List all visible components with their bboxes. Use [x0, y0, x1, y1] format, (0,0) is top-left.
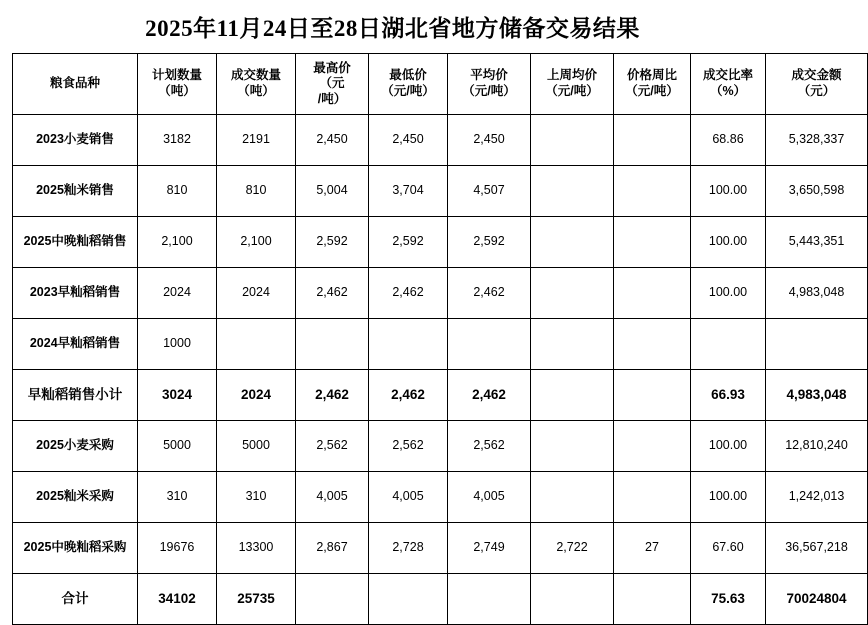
trade-results-table — [12, 53, 868, 625]
cell-lowest-price — [369, 574, 448, 625]
cell-trade-ratio: 75.63 — [691, 574, 766, 625]
cell-planned-qty: 1000 — [138, 319, 217, 370]
cell-weekly-change — [614, 268, 691, 319]
cell-planned-qty: 3024 — [138, 370, 217, 421]
cell-lowest-price: 2,462 — [369, 268, 448, 319]
cell-planned-qty: 810 — [138, 166, 217, 217]
table-row — [13, 472, 868, 523]
cell-weekly-change — [614, 319, 691, 370]
cell-lowest-price: 4,005 — [369, 472, 448, 523]
cell-planned-qty: 19676 — [138, 523, 217, 574]
cell-traded-qty: 2024 — [217, 268, 296, 319]
cell-trade-amount: 36,567,218 — [766, 523, 868, 574]
cell-grain-type: 2024早籼稻销售 — [13, 319, 138, 370]
column-header-trade-amount — [766, 54, 868, 115]
table-row-subtotal — [13, 370, 868, 421]
table-row — [13, 421, 868, 472]
cell-highest-price: 2,592 — [296, 217, 369, 268]
cell-traded-qty: 2191 — [217, 115, 296, 166]
cell-trade-ratio: 100.00 — [691, 166, 766, 217]
column-header-lowest-price — [369, 54, 448, 115]
cell-planned-qty: 5000 — [138, 421, 217, 472]
column-header-highest-price-line1: 最高价 — [313, 60, 351, 75]
cell-lowest-price: 3,704 — [369, 166, 448, 217]
cell-trade-ratio: 100.00 — [691, 217, 766, 268]
cell-trade-amount: 5,328,337 — [766, 115, 868, 166]
cell-average-price: 2,462 — [448, 370, 531, 421]
cell-weekly-change — [614, 166, 691, 217]
cell-trade-amount — [766, 319, 868, 370]
column-header-trade-ratio-line2: （%） — [709, 84, 747, 98]
column-header-average-price — [448, 54, 531, 115]
cell-traded-qty: 25735 — [217, 574, 296, 625]
column-header-traded-qty-line2: （吨） — [237, 84, 275, 98]
cell-grain-type: 2025中晚籼稻采购 — [13, 523, 138, 574]
page-title: 2025年11月24日至28日湖北省地方储备交易结果 — [145, 16, 640, 41]
column-header-last-week-price-line2: （元/吨） — [545, 84, 599, 98]
cell-traded-qty: 310 — [217, 472, 296, 523]
cell-average-price: 4,507 — [448, 166, 531, 217]
cell-weekly-change: 27 — [614, 523, 691, 574]
cell-trade-ratio: 68.86 — [691, 115, 766, 166]
cell-average-price — [448, 319, 531, 370]
table-row — [13, 115, 868, 166]
cell-traded-qty: 2,100 — [217, 217, 296, 268]
cell-planned-qty: 2,100 — [138, 217, 217, 268]
cell-highest-price: 4,005 — [296, 472, 369, 523]
cell-trade-amount: 12,810,240 — [766, 421, 868, 472]
cell-traded-qty — [217, 319, 296, 370]
column-header-traded-qty-line1: 成交数量 — [230, 68, 281, 83]
column-header-planned-qty-line2: （吨） — [158, 84, 196, 98]
cell-highest-price: 2,450 — [296, 115, 369, 166]
cell-traded-qty: 2024 — [217, 370, 296, 421]
cell-average-price: 2,562 — [448, 421, 531, 472]
table-header-row — [13, 54, 868, 115]
cell-highest-price: 2,462 — [296, 268, 369, 319]
cell-grain-type: 2023小麦销售 — [13, 115, 138, 166]
cell-trade-amount: 4,983,048 — [766, 370, 868, 421]
cell-weekly-change — [614, 370, 691, 421]
cell-lowest-price: 2,462 — [369, 370, 448, 421]
cell-highest-price — [296, 319, 369, 370]
cell-highest-price: 5,004 — [296, 166, 369, 217]
column-header-trade-amount-line2: （元） — [797, 84, 836, 98]
column-header-last-week-price — [531, 54, 614, 115]
cell-last-week-price — [531, 268, 614, 319]
column-header-highest-price-line2: （元 — [319, 76, 345, 91]
column-header-weekly-change — [614, 54, 691, 115]
column-header-lowest-price-line1: 最低价 — [389, 68, 427, 83]
column-header-trade-ratio-line1: 成交比率 — [702, 68, 753, 83]
cell-weekly-change — [614, 574, 691, 625]
cell-weekly-change — [614, 472, 691, 523]
cell-last-week-price — [531, 574, 614, 625]
cell-trade-ratio: 66.93 — [691, 370, 766, 421]
cell-average-price — [448, 574, 531, 625]
cell-highest-price: 2,562 — [296, 421, 369, 472]
column-header-highest-price — [296, 54, 369, 115]
column-header-highest-price-line3: /吨） — [317, 91, 347, 106]
cell-average-price: 2,592 — [448, 217, 531, 268]
cell-planned-qty: 310 — [138, 472, 217, 523]
cell-grain-type: 2025籼米销售 — [13, 166, 138, 217]
cell-planned-qty: 34102 — [138, 574, 217, 625]
table-row-total — [13, 574, 868, 625]
cell-grain-type: 2025中晚籼稻销售 — [13, 217, 138, 268]
cell-traded-qty: 5000 — [217, 421, 296, 472]
cell-lowest-price: 2,592 — [369, 217, 448, 268]
cell-weekly-change — [614, 217, 691, 268]
column-header-trade-amount-line1: 成交金额 — [791, 68, 842, 83]
cell-grain-type: 2025籼米采购 — [13, 472, 138, 523]
column-header-planned-qty — [138, 54, 217, 115]
cell-trade-amount: 3,650,598 — [766, 166, 868, 217]
cell-grain-type: 早籼稻销售小计 — [13, 370, 138, 421]
cell-highest-price — [296, 574, 369, 625]
cell-trade-ratio: 100.00 — [691, 472, 766, 523]
cell-average-price: 2,462 — [448, 268, 531, 319]
column-header-grain-type-line1: 粮食品种 — [49, 76, 100, 91]
cell-trade-ratio: 100.00 — [691, 421, 766, 472]
column-header-weekly-change-line1: 价格周比 — [626, 68, 677, 83]
cell-last-week-price — [531, 472, 614, 523]
cell-planned-qty: 3182 — [138, 115, 217, 166]
column-header-planned-qty-line1: 计划数量 — [151, 68, 202, 83]
table-row — [13, 166, 868, 217]
cell-last-week-price — [531, 421, 614, 472]
column-header-last-week-price-line1: 上周均价 — [546, 68, 597, 83]
table-row — [13, 319, 868, 370]
cell-trade-amount: 4,983,048 — [766, 268, 868, 319]
cell-lowest-price — [369, 319, 448, 370]
table-body — [13, 115, 868, 625]
column-header-average-price-line1: 平均价 — [470, 68, 508, 83]
table-header — [13, 54, 868, 115]
cell-grain-type: 2023早籼稻销售 — [13, 268, 138, 319]
cell-last-week-price — [531, 370, 614, 421]
cell-average-price: 2,749 — [448, 523, 531, 574]
cell-last-week-price — [531, 217, 614, 268]
cell-trade-amount: 70024804 — [766, 574, 868, 625]
cell-trade-amount: 1,242,013 — [766, 472, 868, 523]
cell-weekly-change — [614, 115, 691, 166]
table-row — [13, 217, 868, 268]
cell-trade-amount: 5,443,351 — [766, 217, 868, 268]
column-header-lowest-price-line2: （元/吨） — [381, 84, 435, 98]
cell-trade-ratio: 67.60 — [691, 523, 766, 574]
cell-traded-qty: 13300 — [217, 523, 296, 574]
cell-highest-price: 2,867 — [296, 523, 369, 574]
cell-average-price: 4,005 — [448, 472, 531, 523]
table-row — [13, 268, 868, 319]
table-row — [13, 523, 868, 574]
column-header-trade-ratio — [691, 54, 766, 115]
cell-last-week-price — [531, 166, 614, 217]
cell-grain-type: 2025小麦采购 — [13, 421, 138, 472]
cell-trade-ratio: 100.00 — [691, 268, 766, 319]
cell-lowest-price: 2,450 — [369, 115, 448, 166]
cell-last-week-price: 2,722 — [531, 523, 614, 574]
column-header-average-price-line2: （元/吨） — [462, 84, 516, 98]
cell-trade-ratio — [691, 319, 766, 370]
cell-last-week-price — [531, 319, 614, 370]
column-header-traded-qty — [217, 54, 296, 115]
cell-weekly-change — [614, 421, 691, 472]
cell-planned-qty: 2024 — [138, 268, 217, 319]
cell-grain-type: 合计 — [13, 574, 138, 625]
cell-highest-price: 2,462 — [296, 370, 369, 421]
cell-average-price: 2,450 — [448, 115, 531, 166]
column-header-grain-type — [13, 54, 138, 115]
cell-traded-qty: 810 — [217, 166, 296, 217]
cell-lowest-price: 2,562 — [369, 421, 448, 472]
column-header-weekly-change-line2: （元/吨） — [625, 84, 679, 98]
cell-lowest-price: 2,728 — [369, 523, 448, 574]
cell-last-week-price — [531, 115, 614, 166]
